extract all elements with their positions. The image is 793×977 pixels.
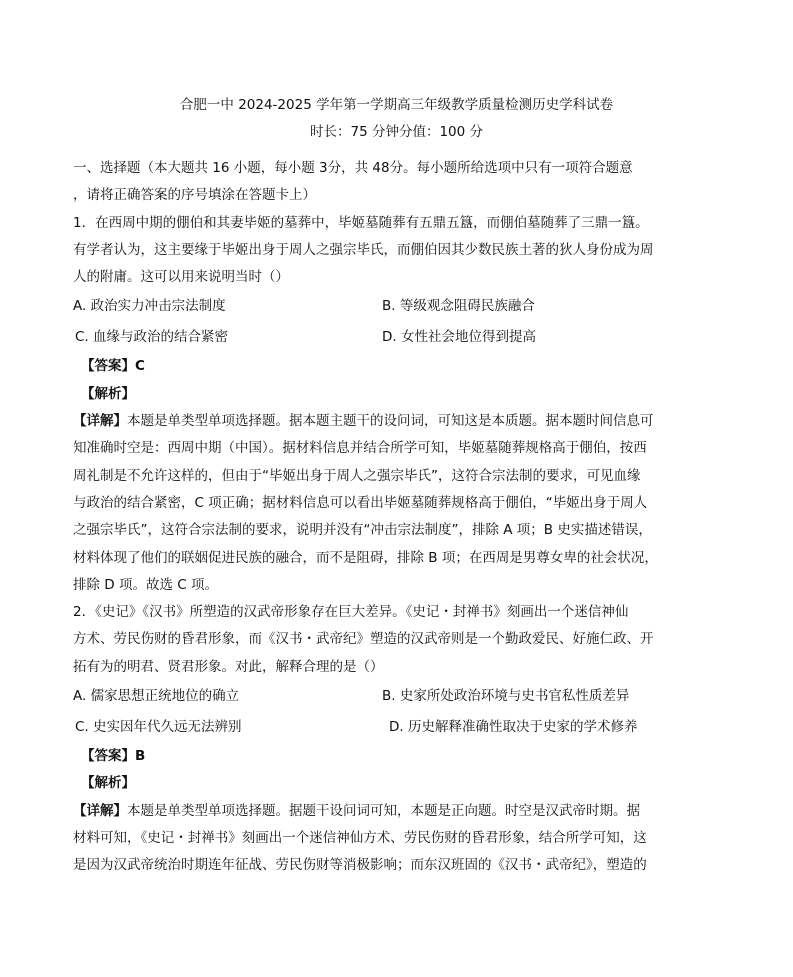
section-heading-line-1: 一、选择题（本大题共 16 小题，每小题 3分，共 48分。每小题所给选项中只有一项符合题意 [73, 160, 633, 176]
question-2-options-row-2 [73, 712, 723, 743]
question-2-detail-line-3: 是因为汉武帝统治时期连年征战、劳民伤财等消极影响；而东汉班固的《汉书・武帝纪》，塑造的 [73, 857, 647, 874]
question-1-detail-line-4: 与政治的结合紧密，C 项正确；据材料信息可以看出毕姬墓随葬规格高于倗伯，“毕姬出身于周人 [73, 494, 648, 511]
detail-label: 【详解】 [73, 413, 127, 430]
answer-label: 【答案】 [81, 748, 135, 765]
question-1-stem-line-2: 有学者认为，这主要缘于毕姬出身于周人之强宗毕氏，而倗伯因其少数民族土著的狄人身份成为周 [73, 241, 654, 258]
question-2-option-c: C. 史实因年代久远无法辨别 [75, 719, 242, 736]
question-2-option-d: D. 历史解释准确性取决于史家的学术修养 [389, 719, 638, 736]
question-2-stem-line-3: 拓有为的明君、贤君形象。对此，解释合理的是（） [73, 658, 384, 675]
question-1-option-d: D. 女性社会地位得到提高 [382, 329, 536, 346]
question-1-stem-line-3: 人的附庸。这可以用来说明当时（） [73, 269, 289, 286]
question-1-detail-line-5: 之强宗毕氏”，这符合宗法制的要求，说明并没有“冲击宗法制度”，排除 A 项；B 史实描述错误， [73, 522, 652, 539]
question-1-options-row-1 [73, 291, 723, 322]
question-2-option-a: A. 儒家思想正统地位的确立 [73, 688, 240, 705]
question-1-detail-line-2: 知准确时空是：西周中期（中国）。据材料信息并结合所学可知，毕姬墓随葬规格高于倗伯，按西 [73, 440, 647, 457]
answer-label: 【答案】 [81, 358, 135, 375]
question-2-options-row-1 [73, 681, 723, 712]
question-1-stem-line-1: 1．在西周中期的倗伯和其妻毕姬的墓葬中，毕姬墓随葬有五鼎五簋，而倗伯墓随葬了三鼎一簋。 [73, 214, 649, 231]
question-1-detail-line-3: 周礼制是不允许这样的，但由于“毕姬出身于周人之强宗毕氏”，这符合宗法制的要求，可见血缘 [73, 467, 641, 484]
detail-text: 本题是单类型单项选择题。据本题主题干的设问词，可知这是本质题。据本题时间信息可 [127, 413, 654, 430]
detail-text: 本题是单类型单项选择题。据题干设问词可知，本题是正向题。时空是汉武帝时期。据 [127, 802, 640, 819]
question-1-option-a: A. 政治实力冲击宗法制度 [73, 298, 226, 315]
question-2-option-b: B. 史家所处政治环境与史书官私性质差异 [382, 688, 630, 705]
question-1-option-c: C. 血缘与政治的结合紧密 [75, 329, 229, 346]
question-2-detail-line-2: 材料可知，《史记・封禅书》刻画出一个迷信神仙方术、劳民伤财的昏君形象，结合所学可知，这 [73, 829, 647, 846]
question-1-detail-line-7: 排除 D 项。故选 C 项。 [73, 576, 218, 593]
question-1-detail-line-1 [73, 408, 723, 435]
question-1-answer [73, 353, 723, 380]
question-2-analysis-label: 【解析】 [81, 775, 135, 792]
question-2-detail-line-1 [73, 798, 723, 825]
question-2 [73, 599, 723, 879]
detail-label: 【详解】 [73, 802, 127, 819]
question-1 [73, 210, 723, 600]
exam-content [73, 155, 723, 880]
question-1-analysis-label: 【解析】 [81, 385, 135, 402]
section-heading-line-2: ，请将正确答案的序号填涂在答题卡上） [73, 187, 316, 204]
question-1-detail-line-6: 材料体现了他们的联姻促进民族的融合，而不是阻碍，排除 B 项；在西周是男尊女卑的社会状况， [73, 549, 658, 566]
answer-value: C [135, 358, 145, 375]
question-2-answer [73, 743, 723, 770]
question-2-stem-line-1: 2．《史记》《汉书》所塑造的汉武帝形象存在巨大差异。《史记・封禅书》刻画出一个迷信神仙 [73, 604, 629, 621]
question-1-option-b: B. 等级观念阻碍民族融合 [382, 298, 535, 315]
exam-meta: 时长：75 分钟分值：100 分 [309, 124, 484, 140]
question-2-stem-line-2: 方术、劳民伤财的昏君形象，而《汉书・武帝纪》塑造的汉武帝则是一个勤政爱民、好施仁政、开 [73, 631, 654, 648]
exam-title: 合肥一中 2024-2025 学年第一学期高三年级教学质量检测历史学科试卷 [179, 97, 614, 113]
question-1-options-row-2 [73, 322, 723, 353]
answer-value: B [135, 748, 146, 765]
